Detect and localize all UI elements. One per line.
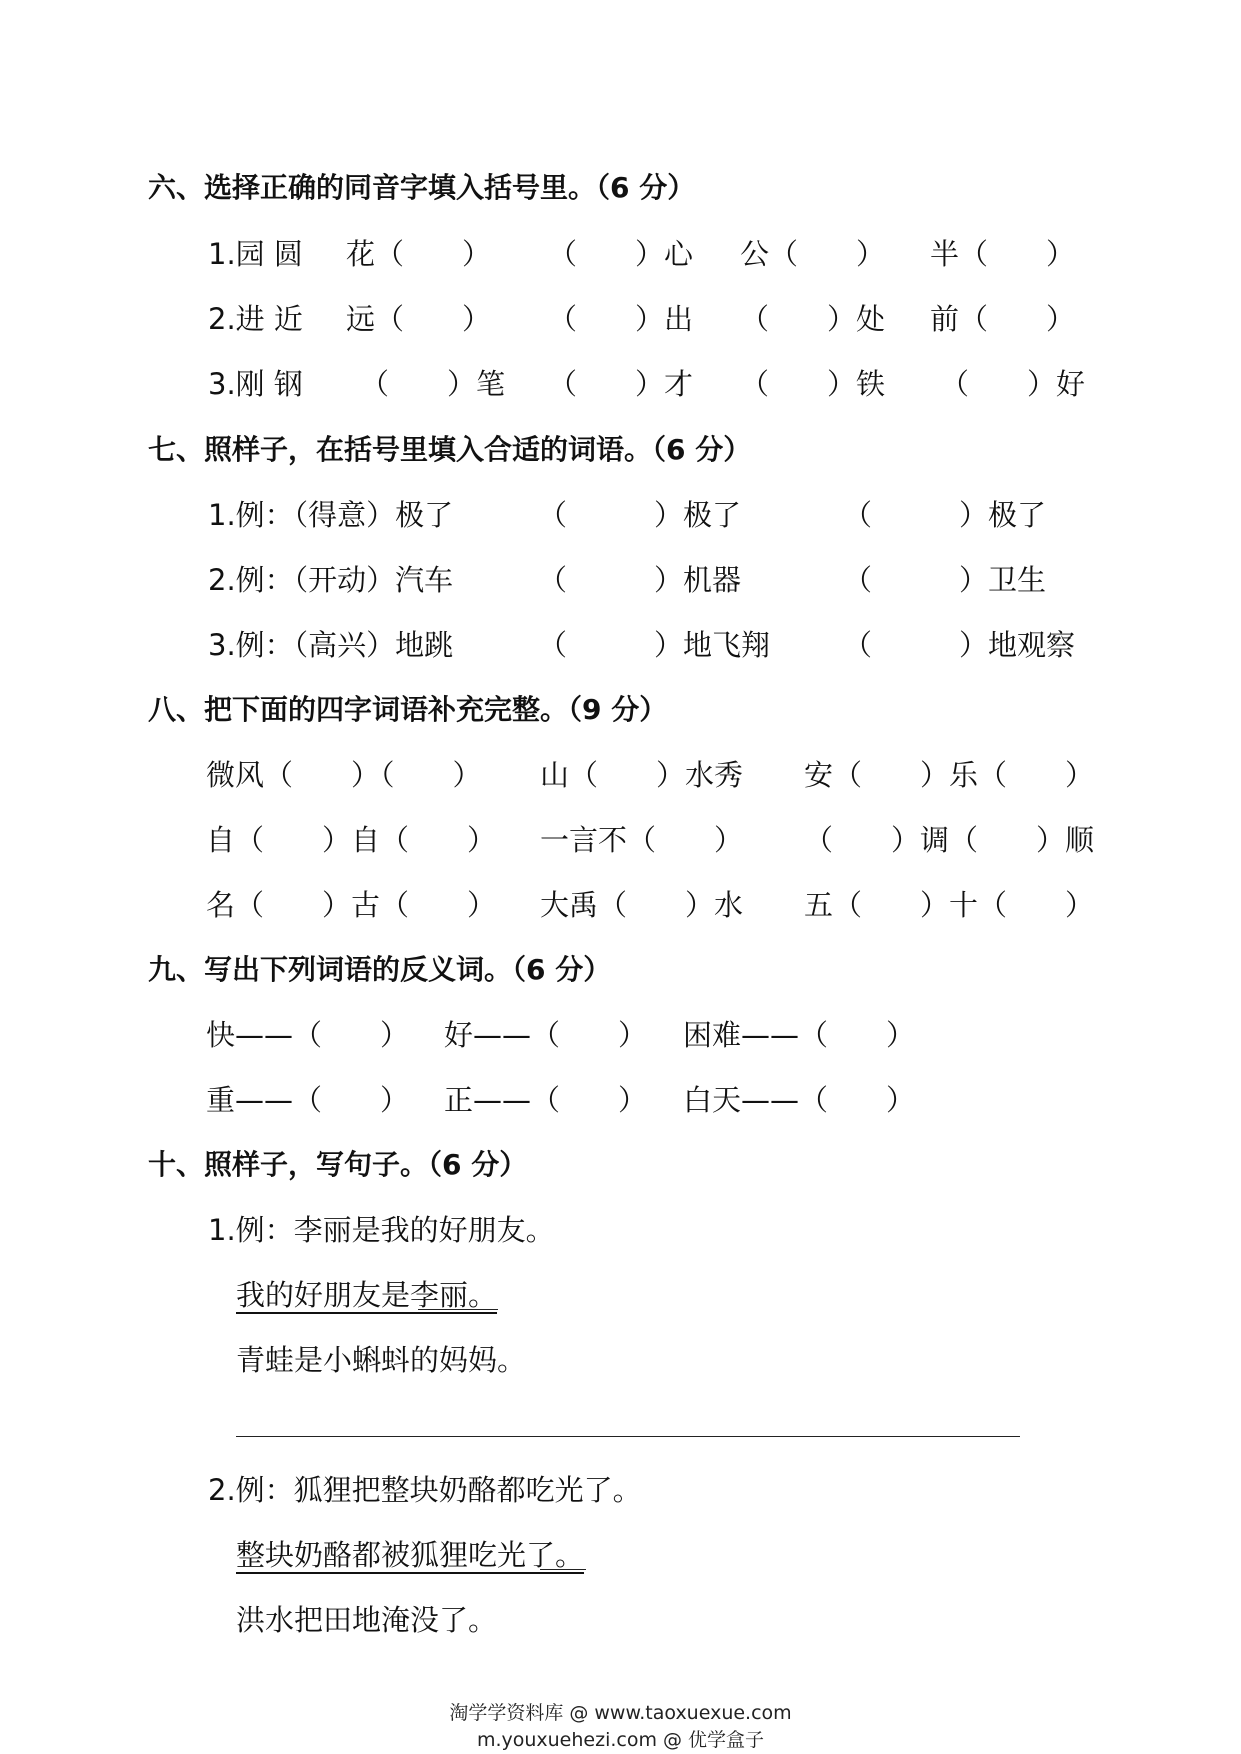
s10-question-2: 洪水把田地淹没了。 — [236, 1603, 498, 1637]
s8-r3-c3: 五（ ）十（ ） — [804, 888, 1095, 922]
s10-answer-1-underline-tail — [418, 1309, 498, 1310]
s6-r2-c2: （ ）出 — [548, 302, 694, 336]
s7-r1-example: 1.例：（得意）极了 — [208, 498, 454, 532]
section-9-title: 九、写出下列词语的反义词。（6 分） — [148, 953, 612, 986]
s8-r1-c3: 安（ ）乐（ ） — [804, 758, 1095, 792]
s6-r1-c3: 公（ ） — [740, 237, 886, 271]
s6-r1-c1: 花（ ） — [346, 237, 492, 271]
s6-r1-c2: （ ）心 — [548, 237, 694, 271]
s8-r2-c1: 自（ ）自（ ） — [206, 823, 497, 857]
s7-r3-c1: （ ）地飞翔 — [538, 628, 771, 662]
s9-r1-c1: 快——（ ） — [206, 1018, 410, 1052]
s10-question-1: 青蛙是小蝌蚪的妈妈。 — [236, 1343, 527, 1377]
s9-r1-c3: 困难——（ ） — [683, 1018, 916, 1052]
s8-r1-c1: 微风（ ）（ ） — [206, 758, 482, 792]
s10-example-2: 2.例：狐狸把整块奶酪都吃光了。 — [208, 1473, 642, 1507]
s9-r2-c2: 正——（ ） — [444, 1083, 648, 1117]
s7-r2-example: 2.例：（开动）汽车 — [208, 563, 454, 597]
s8-r2-c3: （ ）调（ ）顺 — [804, 823, 1095, 857]
s10-answer-2-underline-tail — [540, 1569, 586, 1570]
s9-r2-c1: 重——（ ） — [206, 1083, 410, 1117]
s10-answer-2: 整块奶酪都被狐狸吃光了。 — [236, 1538, 585, 1572]
s7-r2-c2: （ ）卫生 — [843, 563, 1047, 597]
section-7-title: 七、照样子，在括号里填入合适的词语。（6 分） — [148, 433, 752, 466]
section-10-title: 十、照样子，写句子。（6 分） — [148, 1148, 528, 1181]
s6-r1-c4: 半（ ） — [930, 237, 1076, 271]
s9-r2-c3: 白天——（ ） — [683, 1083, 916, 1117]
s6-r2-c3: （ ）处 — [740, 302, 886, 336]
s6-r3-c2: （ ）才 — [548, 367, 694, 401]
s6-r3-c3: （ ）铁 — [740, 367, 886, 401]
s8-r2-c2: 一言不（ ） — [540, 823, 744, 857]
s6-r2-c1: 远（ ） — [346, 302, 492, 336]
s8-r1-c2: 山（ ）水秀 — [540, 758, 744, 792]
s6-r3-label: 3.刚 钢 — [208, 367, 303, 401]
section-6-title: 六、选择正确的同音字填入括号里。（6 分） — [148, 171, 696, 204]
s9-r1-c2: 好——（ ） — [444, 1018, 648, 1052]
s8-r3-c1: 名（ ）古（ ） — [206, 888, 497, 922]
s7-r3-c2: （ ）地观察 — [843, 628, 1076, 662]
s6-r3-c1: （ ）笔 — [360, 367, 506, 401]
s7-r1-c2: （ ）极了 — [843, 498, 1047, 532]
s7-r3-example: 3.例：（高兴）地跳 — [208, 628, 454, 662]
s8-r3-c2: 大禹（ ）水 — [540, 888, 744, 922]
s6-r3-c4: （ ）好 — [940, 367, 1086, 401]
s6-r2-c4: 前（ ） — [930, 302, 1076, 336]
s7-r1-c1: （ ）极了 — [538, 498, 742, 532]
s10-answer-line-1[interactable] — [236, 1436, 1020, 1437]
footer-line-2: m.youxuehezi.com @ 优学盒子 — [476, 1729, 765, 1751]
s10-answer-1: 我的好朋友是李丽。 — [236, 1278, 498, 1312]
s7-r2-c1: （ ）机器 — [538, 563, 742, 597]
s10-example-1: 1.例：李丽是我的好朋友。 — [208, 1213, 555, 1247]
section-8-title: 八、把下面的四字词语补充完整。（9 分） — [148, 693, 668, 726]
footer-line-1: 淘学学资料库 @ www.taoxuexue.com — [449, 1702, 792, 1724]
s6-r1-label: 1.园 圆 — [208, 237, 303, 271]
s6-r2-label: 2.进 近 — [208, 302, 303, 336]
